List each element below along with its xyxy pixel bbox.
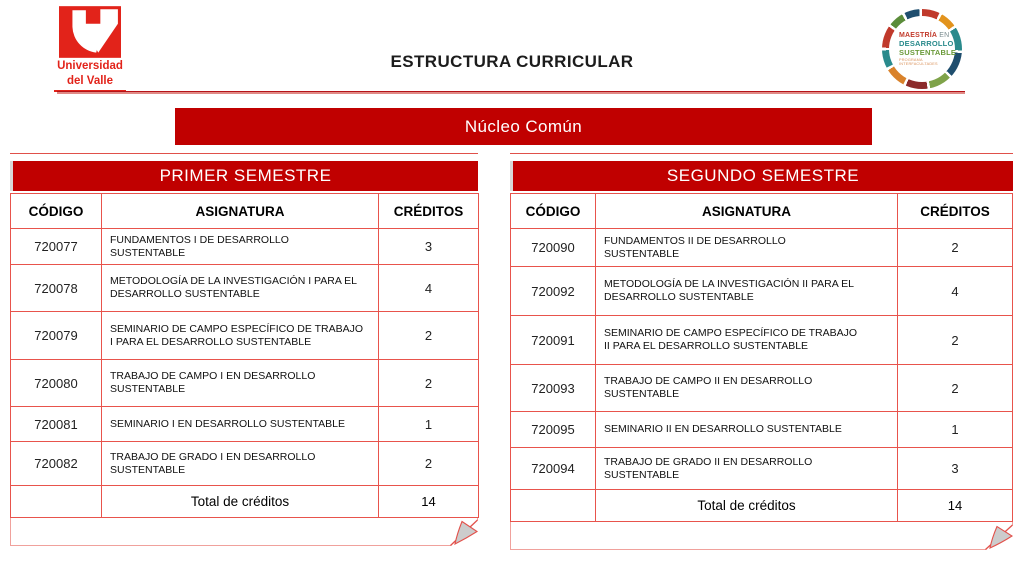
maestria-line2: DESARROLLO — [899, 39, 954, 48]
column-header-codigo: CÓDIGO — [11, 194, 102, 229]
code-cell: 720092 — [511, 267, 596, 316]
subject-cell: TRABAJO DE CAMPO I EN DESARROLLO SUSTENTABLE — [102, 360, 379, 407]
table-row — [11, 442, 479, 486]
column-header-asignatura: ASIGNATURA — [596, 194, 898, 229]
table-row — [11, 360, 479, 407]
segundo-semestre-grid — [510, 193, 1013, 522]
column-header-creditos: CRÉDITOS — [379, 194, 479, 229]
subject-cell: TRABAJO DE CAMPO II EN DESARROLLO SUSTENTABLE — [596, 365, 898, 412]
primer-semestre-table — [10, 153, 478, 546]
code-cell: 720079 — [11, 312, 102, 360]
total-label: Total de créditos — [596, 490, 898, 522]
table-header-row — [11, 194, 479, 229]
credits-cell: 3 — [379, 229, 479, 265]
credits-cell: 4 — [379, 265, 479, 312]
page-title: ESTRUCTURA CURRICULAR — [390, 52, 634, 71]
maestria-line1: MAESTRÍA EN — [899, 32, 950, 39]
credits-cell: 2 — [898, 316, 1013, 365]
subject-cell: FUNDAMENTOS II DE DESARROLLO SUSTENTABLE — [596, 229, 898, 267]
credits-cell: 1 — [898, 412, 1013, 448]
table-row — [511, 316, 1013, 365]
column-header-asignatura: ASIGNATURA — [102, 194, 379, 229]
subject-cell: SEMINARIO I EN DESARROLLO SUSTENTABLE — [102, 407, 379, 442]
code-cell: 720080 — [11, 360, 102, 407]
credits-cell: 2 — [379, 360, 479, 407]
total-value: 14 — [379, 486, 479, 518]
empty-cell — [11, 486, 102, 518]
table-footer-strip — [10, 518, 478, 546]
code-cell: 720090 — [511, 229, 596, 267]
empty-cell — [511, 490, 596, 522]
code-cell: 720081 — [11, 407, 102, 442]
subject-cell: SEMINARIO DE CAMPO ESPECÍFICO DE TRABAJO II PARA EL DESARROLLO SUSTENTABLE — [596, 316, 898, 365]
credits-cell: 2 — [379, 312, 479, 360]
maestria-logo-text — [889, 16, 955, 82]
subject-cell: SEMINARIO II EN DESARROLLO SUSTENTABLE — [596, 412, 898, 448]
table-row — [11, 312, 479, 360]
table-row — [511, 412, 1013, 448]
credits-cell: 3 — [898, 448, 1013, 490]
table-row — [511, 448, 1013, 490]
credits-cell: 2 — [898, 229, 1013, 267]
univalle-name-line1: Universidad — [57, 60, 123, 72]
universidad-del-valle-logo — [54, 6, 126, 92]
total-value: 14 — [898, 490, 1013, 522]
univalle-name-line2: del Valle — [66, 74, 114, 87]
subject-cell: SEMINARIO DE CAMPO ESPECÍFICO DE TRABAJO I PARA EL DESARROLLO SUSTENTABLE — [102, 312, 379, 360]
code-cell: 720082 — [11, 442, 102, 486]
code-cell: 720078 — [11, 265, 102, 312]
subject-cell: TRABAJO DE GRADO I EN DESARROLLO SUSTENTABLE — [102, 442, 379, 486]
maestria-line3: SUSTENTABLE — [899, 48, 957, 57]
code-cell: 720095 — [511, 412, 596, 448]
subject-cell: TRABAJO DE GRADO II EN DESARROLLO SUSTENTABLE — [596, 448, 898, 490]
total-label: Total de créditos — [102, 486, 379, 518]
folded-corner-icon — [979, 522, 1013, 550]
primer-semestre-grid — [10, 193, 479, 518]
column-header-codigo: CÓDIGO — [511, 194, 596, 229]
subject-cell: METODOLOGÍA DE LA INVESTIGACIÓN II PARA EL DESARROLLO SUSTENTABLE — [596, 267, 898, 316]
semester-tables — [10, 153, 1013, 550]
total-row — [11, 486, 479, 518]
table-row — [11, 229, 479, 265]
table-title: PRIMER SEMESTRE — [10, 161, 478, 191]
code-cell: 720094 — [511, 448, 596, 490]
univalle-emblem-icon — [59, 6, 121, 58]
segundo-semestre-table — [510, 153, 1013, 550]
credits-cell: 4 — [898, 267, 1013, 316]
maestria-line4: PROGRAMA INTERFACULTADES — [899, 58, 938, 66]
total-row — [511, 490, 1013, 522]
table-row — [511, 365, 1013, 412]
table-row — [11, 265, 479, 312]
table-row — [11, 407, 479, 442]
credits-cell: 2 — [379, 442, 479, 486]
folded-corner-icon — [444, 517, 478, 546]
section-banner: Núcleo Común — [175, 108, 872, 145]
subject-cell: FUNDAMENTOS I DE DESARROLLO SUSTENTABLE — [102, 229, 379, 265]
table-title: SEGUNDO SEMESTRE — [510, 161, 1013, 191]
table-header-row — [511, 194, 1013, 229]
maestria-logo — [882, 9, 962, 89]
table-row — [511, 229, 1013, 267]
credits-cell: 1 — [379, 407, 479, 442]
table-footer-strip — [510, 522, 1013, 550]
code-cell: 720093 — [511, 365, 596, 412]
code-cell: 720091 — [511, 316, 596, 365]
subject-cell: METODOLOGÍA DE LA INVESTIGACIÓN I PARA EL DESARROLLO SUSTENTABLE — [102, 265, 379, 312]
code-cell: 720077 — [11, 229, 102, 265]
table-row — [511, 267, 1013, 316]
column-header-creditos: CRÉDITOS — [898, 194, 1013, 229]
header-divider — [57, 91, 965, 94]
credits-cell: 2 — [898, 365, 1013, 412]
